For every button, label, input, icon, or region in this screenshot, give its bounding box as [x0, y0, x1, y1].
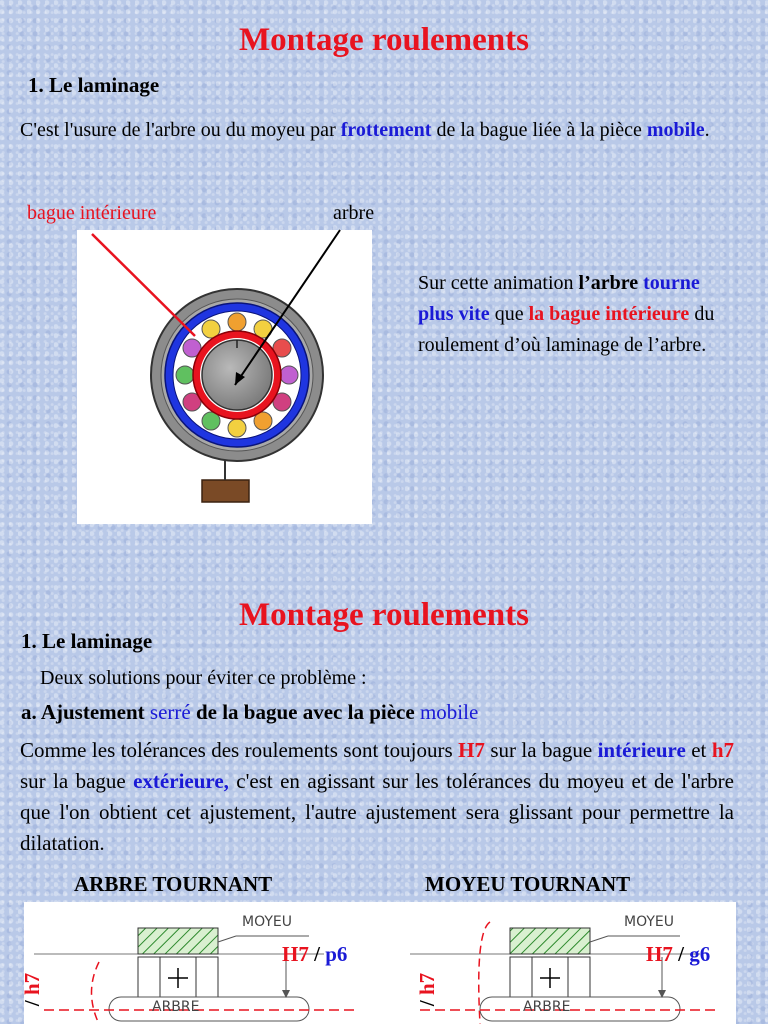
keyword-frottement: frottement: [340, 119, 432, 141]
para-text: C'est l'usure de l'arbre ou du moyeu par: [20, 119, 341, 141]
slide2-subheading-a: [21, 700, 478, 725]
moyeu-label: MOYEU: [624, 914, 674, 930]
keyword-serre: serré: [149, 700, 191, 724]
moyeu-leader: [218, 936, 236, 942]
para-text: sur la bague: [484, 738, 598, 762]
desc-tourne-plus-vite: tourne plus vite: [418, 272, 700, 325]
fit-right: [646, 942, 710, 967]
para-text: sur la bague: [20, 769, 134, 793]
slide2-title: Montage roulements: [239, 597, 529, 633]
arbre-label: ARBRE: [152, 999, 200, 1015]
keyword-mobile: mobile: [646, 119, 705, 141]
keyword-mobile: mobile: [419, 700, 479, 724]
tol-h7: h7: [711, 738, 735, 762]
side-tolerance-left: [20, 973, 45, 1006]
moyeu-section: [510, 928, 590, 954]
moyeu-leader: [590, 936, 608, 942]
para-text: de la bague liée à la pièce: [431, 119, 647, 141]
sub-text: a. Ajustement: [21, 700, 150, 724]
moyeu-label: MOYEU: [242, 914, 292, 930]
slide2-paragraph: [20, 735, 734, 859]
fit-drawings-panel: [20, 902, 736, 1024]
para-text: Comme les tolérances des roulements sont toujours: [20, 738, 459, 762]
desc-arbre: l’arbre: [578, 272, 639, 294]
tol-H7: H7: [458, 738, 485, 762]
fit-separator: /: [672, 942, 690, 966]
keyword-interieure: intérieure: [597, 738, 686, 762]
para-text: et: [685, 738, 712, 762]
heading-arbre-tournant: ARBRE TOURNANT: [74, 872, 273, 896]
side-sep: /: [20, 995, 45, 1007]
arbre-outline: [480, 997, 680, 1021]
slide2-intro: Deux solutions pour éviter ce problème :: [40, 667, 367, 689]
desc-text: Sur cette animation: [418, 272, 579, 294]
side-sep: /: [415, 995, 440, 1007]
fit-H7: H7: [282, 942, 309, 966]
sub-text: de la bague avec la pièce: [190, 700, 420, 724]
slide1-section-heading: 1. Le laminage: [28, 73, 160, 97]
side-tolerance-right: [415, 973, 440, 1006]
desc-text: du roulement d’où laminage de l’arbre.: [418, 303, 715, 356]
side-h7: h7: [415, 972, 440, 996]
label-arbre: arbre: [333, 202, 375, 224]
fit-p6: p6: [325, 942, 348, 966]
rotation-arrow: [92, 962, 100, 1024]
animation-description: [418, 268, 738, 361]
desc-bague-interieure: la bague intérieure: [528, 303, 690, 325]
leader-arbre: [235, 230, 340, 385]
para-text: c'est en agissant sur les tolérances du moyeu et de l'arbre que l'on obtient cet ajustement, l'autre ajustement sera glissant pour permettre la dilatation.: [20, 769, 734, 855]
heading-moyeu-tournant: MOYEU TOURNANT: [425, 872, 631, 896]
arbre-outline: [109, 997, 309, 1021]
keyword-exterieure: extérieure,: [133, 769, 229, 793]
slide2-section-heading: 1. Le laminage: [21, 629, 153, 653]
slide1-title: Montage roulements: [239, 22, 529, 58]
desc-text: que: [489, 303, 529, 325]
arbre-label: ARBRE: [523, 999, 571, 1015]
moyeu-section: [138, 928, 218, 954]
fit-separator: /: [308, 942, 326, 966]
label-bague-interieure: bague intérieure: [27, 202, 157, 224]
para-text: .: [704, 119, 710, 141]
side-h7: h7: [20, 972, 45, 996]
fit-left: [282, 942, 347, 967]
fit-H7: H7: [646, 942, 673, 966]
fit-g6: g6: [689, 942, 711, 966]
leader-bague: [92, 234, 195, 336]
